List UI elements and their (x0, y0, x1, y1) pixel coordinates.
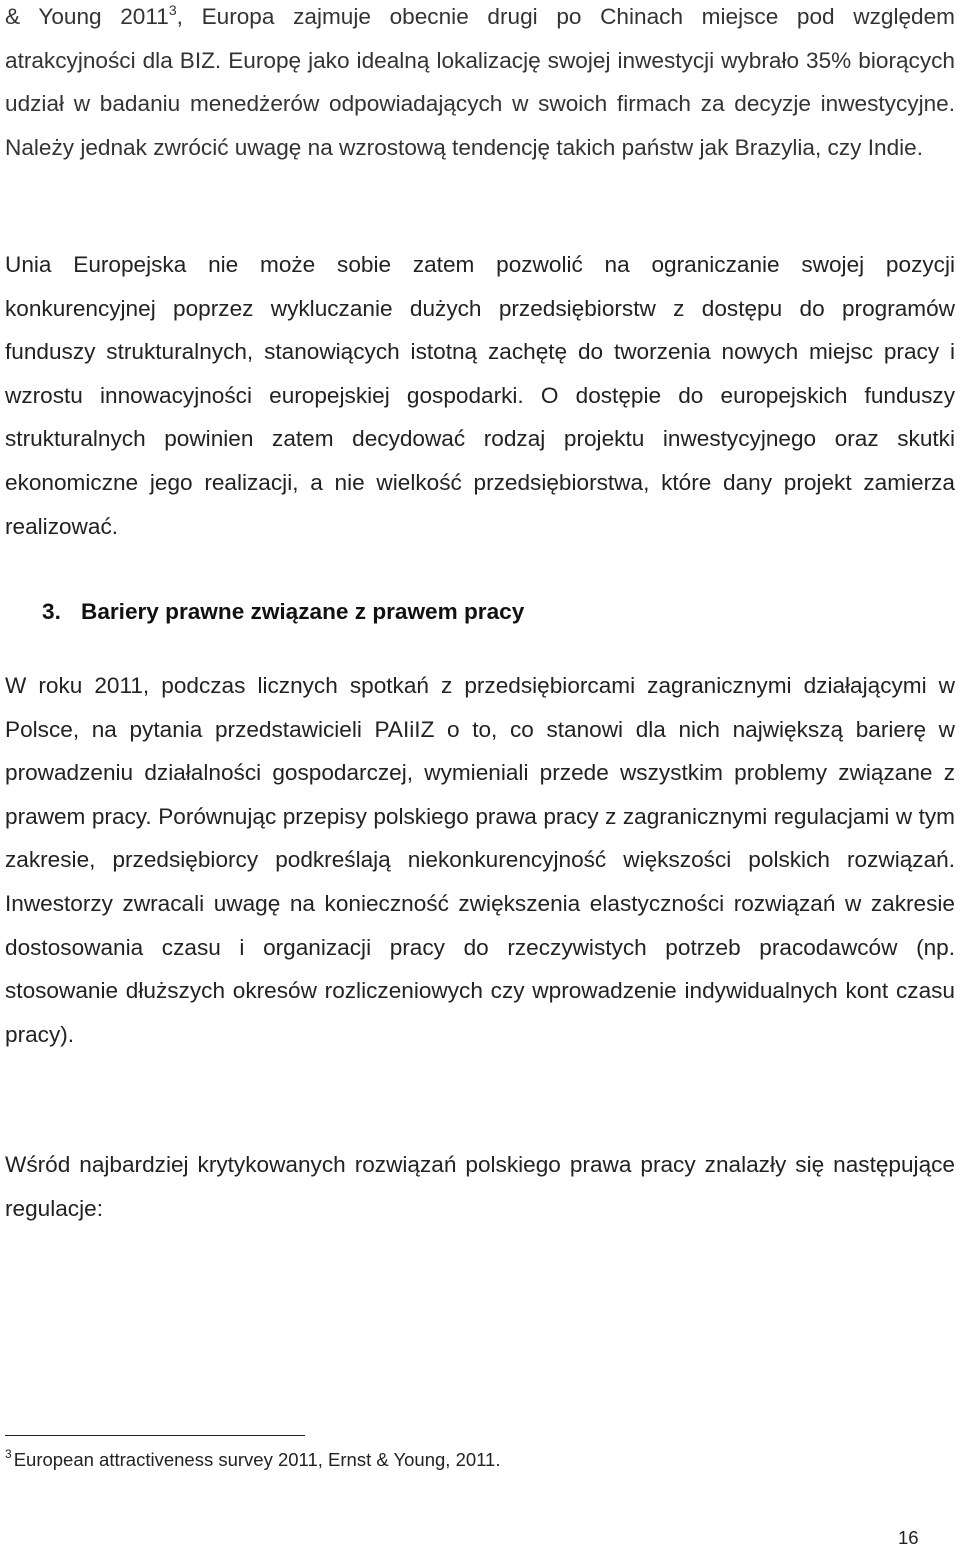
p1-text-rest: , Europa zajmuje obecnie drugi po Chinach miejsce pod względem atrakcyjności dla BIZ. Europę jako idealną lokalizację swojej inwestycji wybrało 35% biorących udział w badaniu menedżerów odpowiadających w swoich firmach za decyzje inwestycyjne. Należy jednak zwrócić uwagę na wzrostową tendencję takich państw jak Brazylia, czy Indie. (5, 4, 955, 160)
footnote-reference[interactable]: 3 (168, 2, 177, 18)
section-heading (42, 590, 524, 633)
footnote-marker: 3 (5, 1447, 12, 1461)
footnote-text: European attractiveness survey 2011, Ernst & Young, 2011. (13, 1449, 501, 1470)
paragraph-criticised-regulations: Wśród najbardziej krytykowanych rozwiązań polskiego prawa pracy znalazły się następujące regulacje: (5, 1152, 955, 1221)
p1-text-start: & Young 2011 (5, 4, 169, 29)
section-title: Bariery prawne związane z prawem pracy (81, 599, 525, 624)
footnote-divider (5, 1435, 305, 1436)
footnote (5, 1448, 501, 1472)
paragraph-investment-attractiveness (5, 0, 955, 169)
paragraph-eu-competitiveness: Unia Europejska nie może sobie zatem pozwolić na ograniczanie swojej pozycji konkurencyjnej poprzez wykluczanie dużych przedsiębiorstw z dostępu do programów funduszy strukturalnych, stanowiących istotną zachętę do tworzenia nowych miejsc pracy i wzrostu innowacyjności europejskiej gospodarki. O dostępie do europejskich funduszy strukturalnych powinien zatem decydować rodzaj projektu inwestycyjnego oraz skutki ekonomiczne jego realizacji, a nie wielkość przedsiębiorstwa, które dany projekt zamierza realizować. (5, 252, 955, 539)
page-number: 16 (898, 1527, 919, 1548)
section-number: 3. (42, 599, 61, 624)
paragraph-labour-law-barriers: W roku 2011, podczas licznych spotkań z przedsiębiorcami zagranicznymi działającymi w Polsce, na pytania przedstawicieli PAIiIZ o to, co stanowi dla nich największą barierę w prowadzeniu działalności gospodarczej, wymieniali przede wszystkim problemy związane z prawem pracy. Porównując przepisy polskiego prawa pracy z zagranicznymi regulacjami w tym zakresie, przedsiębiorcy podkreślają niekonkurencyjność większości polskich rozwiązań. Inwestorzy zwracali uwagę na konieczność zwiększenia elastyczności rozwiązań w zakresie dostosowania czasu i organizacji pracy do rzeczywistych potrzeb pracodawców (np. stosowanie dłuższych okresów rozliczeniowych czy wprowadzenie indywidualnych kont czasu pracy). (5, 673, 955, 1047)
